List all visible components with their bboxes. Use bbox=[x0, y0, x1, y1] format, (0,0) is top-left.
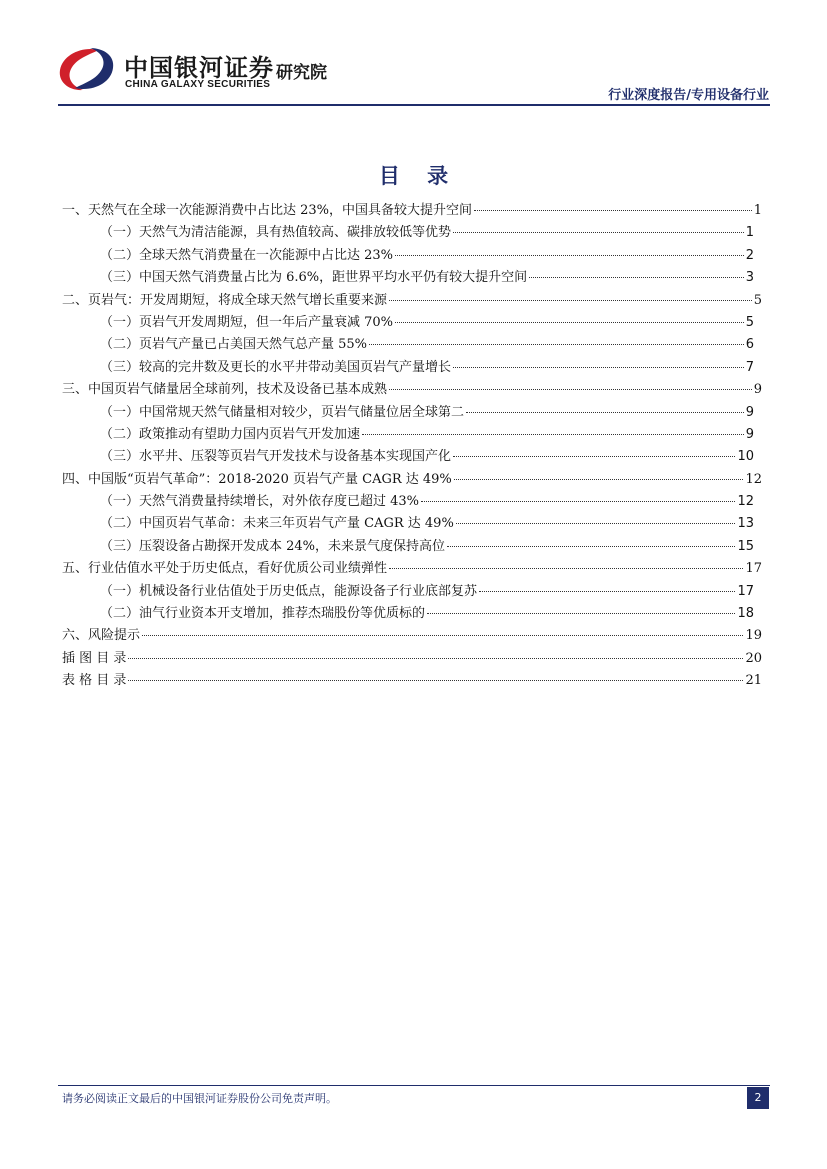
footer-disclaimer: 请务必阅读正文最后的中国银河证券股份公司免责声明。 bbox=[62, 1092, 337, 1105]
toc-entry-page: 9 bbox=[753, 382, 762, 398]
dot-leader bbox=[389, 300, 752, 301]
dot-leader bbox=[395, 322, 744, 323]
toc-entry[interactable] bbox=[62, 378, 762, 400]
toc-subentry[interactable] bbox=[62, 602, 762, 624]
dot-leader bbox=[389, 389, 752, 390]
toc-entry-title: （二）全球天然气消费量在一次能源中占比达 23% bbox=[100, 247, 394, 263]
dot-leader bbox=[128, 658, 743, 659]
dot-leader bbox=[453, 367, 744, 368]
brand-name-cn: 中国银河证券 bbox=[124, 54, 274, 82]
dot-leader bbox=[395, 255, 744, 256]
toc-entry-page: 12 bbox=[745, 471, 762, 487]
toc-subentry[interactable] bbox=[62, 401, 762, 423]
toc-entry-page: 3 bbox=[745, 270, 754, 286]
toc-entry-page: 1 bbox=[753, 203, 762, 218]
toc-subentry[interactable] bbox=[62, 535, 762, 557]
toc-entry-page: 1 bbox=[745, 225, 754, 241]
page-header bbox=[0, 0, 827, 110]
toc-entry-page: 2 bbox=[745, 247, 754, 263]
toc-entry[interactable] bbox=[62, 289, 762, 311]
toc-entry[interactable] bbox=[62, 669, 762, 691]
toc-subentry[interactable] bbox=[62, 356, 762, 378]
toc-entry-title: 一、天然气在全球一次能源消费中占比达 23%，中国具备较大提升空间 bbox=[62, 203, 473, 218]
toc-entry-page: 17 bbox=[737, 583, 754, 599]
toc-entry[interactable] bbox=[62, 199, 762, 221]
toc-subentry[interactable] bbox=[62, 266, 762, 288]
dot-leader bbox=[466, 412, 744, 413]
header-divider bbox=[58, 104, 770, 106]
page-number: 2 bbox=[747, 1087, 769, 1109]
toc-title: 目 录 bbox=[378, 164, 459, 188]
toc-entry-title: 三、中国页岩气储量居全球前列，技术及设备已基本成熟 bbox=[62, 382, 388, 398]
toc-entry-title: （一）机械设备行业估值处于历史低点，能源设备子行业底部复苏 bbox=[100, 583, 478, 599]
toc-entry-title: （二）页岩气产量已占美国天然气总产量 55% bbox=[100, 337, 368, 353]
toc-entry-page: 6 bbox=[745, 337, 754, 353]
toc-entry[interactable] bbox=[62, 624, 762, 646]
toc-entry-title: （二）中国页岩气革命：未来三年页岩气产量 CAGR 达 49% bbox=[100, 516, 454, 532]
toc-entry-page: 20 bbox=[745, 650, 762, 666]
dot-leader bbox=[453, 232, 744, 233]
toc-entry-page: 18 bbox=[737, 606, 754, 622]
toc-entry-title: （三）压裂设备占勘探开发成本 24%，未来景气度保持高位 bbox=[100, 538, 446, 554]
toc-entry-page: 17 bbox=[745, 561, 762, 577]
toc-subentry[interactable] bbox=[62, 311, 762, 333]
dot-leader bbox=[421, 501, 735, 502]
toc-subentry[interactable] bbox=[62, 490, 762, 512]
report-type-label: 行业深度报告/专用设备行业 bbox=[608, 88, 769, 103]
toc-subentry[interactable] bbox=[62, 445, 762, 467]
toc-entry-title: 二、页岩气：开发周期短，将成全球天然气增长重要来源 bbox=[62, 292, 388, 308]
toc-entry[interactable] bbox=[62, 557, 762, 579]
toc-entry-title: （一）天然气消费量持续增长，对外依存度已超过 43% bbox=[100, 494, 420, 510]
dot-leader bbox=[529, 277, 744, 278]
toc-entry[interactable] bbox=[62, 647, 762, 669]
toc-entry-title: 插 图 目 录 bbox=[62, 650, 127, 666]
dot-leader bbox=[456, 523, 736, 524]
dot-leader bbox=[389, 568, 743, 569]
brand-name-en: CHINA GALAXY SECURITIES bbox=[125, 79, 271, 90]
toc-entry-page: 15 bbox=[737, 538, 754, 554]
dot-leader bbox=[362, 434, 744, 435]
footer-divider bbox=[58, 1085, 770, 1086]
toc-entry-title: 六、风险提示 bbox=[62, 628, 141, 644]
toc-entry-page: 5 bbox=[745, 314, 754, 330]
table-of-contents bbox=[62, 199, 762, 692]
toc-entry-title: （一）页岩气开发周期短，但一年后产量衰减 70% bbox=[100, 314, 394, 330]
toc-entry-title: 四、中国版“页岩气革命”：2018-2020 页岩气产量 CAGR 达 49% bbox=[62, 471, 452, 487]
toc-entry-page: 21 bbox=[745, 673, 762, 689]
toc-entry-title: （二）政策推动有望助力国内页岩气开发加速 bbox=[100, 426, 361, 442]
toc-entry[interactable] bbox=[62, 468, 762, 490]
dot-leader bbox=[474, 210, 752, 211]
dot-leader bbox=[128, 680, 743, 681]
toc-entry-title: （三）中国天然气消费量占比为 6.6%，距世界平均水平仍有较大提升空间 bbox=[100, 270, 528, 286]
institute-label: 研究院 bbox=[276, 63, 327, 83]
dot-leader bbox=[142, 635, 743, 636]
toc-entry-title: （一）天然气为清洁能源，具有热值较高、碳排放较低等优势 bbox=[100, 225, 452, 241]
toc-entry-title: （一）中国常规天然气储量相对较少，页岩气储量位居全球第二 bbox=[100, 404, 465, 420]
toc-entry-page: 12 bbox=[737, 494, 754, 510]
toc-entry-page: 5 bbox=[753, 292, 762, 308]
galaxy-logo-icon bbox=[55, 44, 117, 94]
toc-entry-page: 10 bbox=[737, 449, 754, 465]
dot-leader bbox=[369, 344, 744, 345]
toc-entry-title: 表 格 目 录 bbox=[62, 673, 127, 689]
toc-subentry[interactable] bbox=[62, 512, 762, 534]
toc-entry-page: 9 bbox=[745, 426, 754, 442]
dot-leader bbox=[447, 546, 735, 547]
toc-entry-title: 五、行业估值水平处于历史低点，看好优质公司业绩弹性 bbox=[62, 561, 388, 577]
dot-leader bbox=[454, 479, 744, 480]
toc-entry-title: （三）较高的完井数及更长的水平井带动美国页岩气产量增长 bbox=[100, 359, 452, 375]
toc-entry-title: （二）油气行业资本开支增加，推荐杰瑞股份等优质标的 bbox=[100, 606, 426, 622]
dot-leader bbox=[427, 613, 735, 614]
dot-leader bbox=[479, 591, 735, 592]
toc-entry-title: （三）水平井、压裂等页岩气开发技术与设备基本实现国产化 bbox=[100, 449, 452, 465]
toc-entry-page: 13 bbox=[737, 516, 754, 532]
toc-subentry[interactable] bbox=[62, 333, 762, 355]
toc-subentry[interactable] bbox=[62, 580, 762, 602]
toc-entry-page: 9 bbox=[745, 404, 754, 420]
dot-leader bbox=[453, 456, 735, 457]
toc-subentry[interactable] bbox=[62, 423, 762, 445]
toc-entry-page: 7 bbox=[745, 359, 754, 375]
toc-subentry[interactable] bbox=[62, 221, 762, 243]
toc-entry-page: 19 bbox=[745, 628, 762, 644]
toc-subentry[interactable] bbox=[62, 244, 762, 266]
